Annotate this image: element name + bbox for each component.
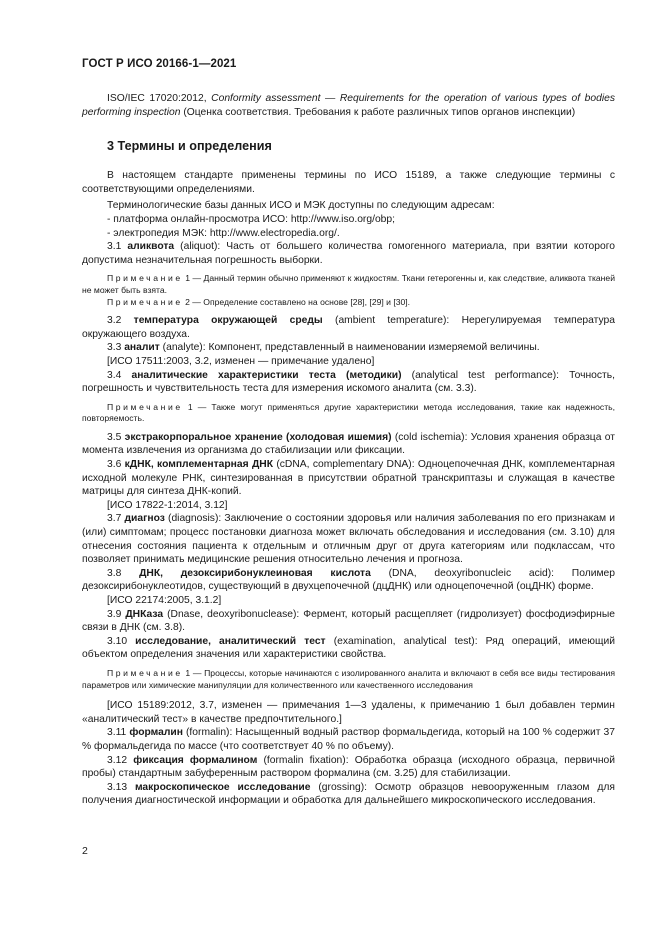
page-number: 2 <box>82 845 88 857</box>
term-number: 3.13 <box>107 781 128 793</box>
note-text: 2 — Определение составлено на основе [28], [29] и [30]. <box>185 296 411 307</box>
term-number: 3.2 <box>107 315 122 327</box>
term-3-2 <box>82 314 615 341</box>
term-definition: (diagnosis): Заключение о состоянии здоровья или наличия заболевания по его признакам и (или) симптомам; процесс постановки диагноза может включать обследования и исследования (см. 3.10) для отнесения состояния пациента к отдельным и отличным друг от друга категориям или подклассам, что позволяет принимать медицинские решения относительно лечения и прогноза. <box>82 513 615 566</box>
term-number: 3.8 <box>107 567 122 579</box>
note-3-1-2 <box>82 297 615 309</box>
term-definition: (grossing): Осмотр образцов невооруженным глазом для получения диагностической информации и обработка для дальнейшего микроскопического исследования. <box>82 781 615 807</box>
note-text: 1 — Процессы, которые начинаются с изолированного аналита и включают в себя все виды тестирования параметров или химические манипуляции для количественного или качественного исследования <box>82 667 616 690</box>
note-text: 1 — Данный термин обычно применяют к жидкостям. Ткани гетерогенны и, как следствие, аликвота тканей не может быть взята. <box>82 273 616 295</box>
term-definition: (cDNA, complementary DNA): Одноцепочечная ДНК, комплементарная исходной молекуле РНК, синтезированная в присутствии обратной транскриптазы и служащая в качестве матрицы для синтеза ДНК-копий. <box>82 459 615 498</box>
term-3-11 <box>82 726 615 753</box>
term-3-1 <box>82 240 615 267</box>
note-label: Примечание <box>107 296 183 307</box>
term-name: диагноз <box>124 513 165 525</box>
term-definition: (DNA, deoxyribonucleic acid): Полимер дезоксирибонуклеотидов, существующий в двухцепочечной (дцДНК) или одноцепочечной (оцДНК) форме. <box>82 567 615 593</box>
note-text: 1 — Также могут применяться другие характеристики метода исследования, такие как надежность, повторяемость. <box>82 401 616 424</box>
intro-iso-link: - платформа онлайн-просмотра ИСО: http://www.iso.org/obp; <box>107 213 395 225</box>
term-3-3 <box>82 341 615 355</box>
reference-code: ISO/IEC 17020:2012, <box>107 93 207 104</box>
term-name: фиксация формалином <box>133 754 258 766</box>
term-definition: (formalin): Насыщенный водный раствор формальдегида, который на 100 % содержит 37 % формальдегида по массе (что соответствует 40 % по объему). <box>82 727 615 752</box>
term-name: исследование, аналитический тест <box>135 635 326 647</box>
reference-title: Conformity assessment — Requirements for the operation of various types of bodies performing inspection <box>82 93 615 118</box>
term-3-13 <box>82 781 615 808</box>
term-3-9 <box>82 608 615 635</box>
term-definition: (Dnase, deoxyribonuclease): Фермент, который расщепляет (гидролизует) фосфодиэфирные связи в ДНК (см. 3.8). <box>82 608 615 634</box>
term-definition: (formalin fixation): Обработка образца (исходного образца, первичной пробы) стандартным забуференным раствором формалина (см. 3.25) для стабилизации. <box>82 754 615 780</box>
term-name: ДНКаза <box>125 608 164 620</box>
term-number: 3.11 <box>107 727 127 739</box>
term-number: 3.6 <box>107 459 122 471</box>
term-name: макроскопическое исследование <box>134 781 311 793</box>
term-3-6-source: [ИСО 17822-1:2014, 3.12] <box>107 499 228 511</box>
term-number: 3.7 <box>107 513 122 525</box>
note-3-1-1 <box>82 273 615 296</box>
term-name: аналитические характеристики теста (методики) <box>131 369 402 381</box>
term-3-4 <box>82 369 615 396</box>
term-number: 3.1 <box>107 241 122 253</box>
term-definition: (aliquot): Часть от большего количества гомогенного материала, при взятии которого допустима незначительная погрешность выборки. <box>82 241 615 266</box>
term-definition: (analytical test performance): Точность, погрешность и чувствительность теста для измерения искомого аналита (см. 3.3). <box>82 369 615 395</box>
reference-iso-17020 <box>82 92 615 119</box>
intro-paragraph: В настоящем стандарте применены термины по ИСО 15189, а также следующие термины с соответствующими определениями. <box>82 170 615 195</box>
term-name: температура окружающей среды <box>133 315 323 327</box>
note-3-4-1 <box>82 402 615 425</box>
term-number: 3.10 <box>107 635 128 647</box>
intro-iec-link: - электропедия МЭК: http://www.electropedia.org/. <box>107 227 340 239</box>
term-name: экстракорпоральное хранение (холодовая ишемия) <box>124 431 392 443</box>
term-3-8-source: [ИСО 22174:2005, 3.1.2] <box>107 595 222 606</box>
term-number: 3.12 <box>107 754 128 766</box>
document-header: ГОСТ Р ИСО 20166-1—2021 <box>82 58 237 70</box>
term-definition: (analyte): Компонент, представленный в наименовании измеряемой величины. <box>162 342 540 354</box>
term-3-5 <box>82 431 615 458</box>
page-content <box>82 90 615 808</box>
section-heading: 3 Термины и определения <box>107 139 272 154</box>
note-label: Примечание <box>107 273 183 284</box>
term-3-6 <box>82 458 615 499</box>
term-number: 3.5 <box>107 431 122 443</box>
term-3-7 <box>82 512 615 566</box>
term-name: аналит <box>124 342 160 354</box>
term-definition: (ambient temperature): Нерегулируемая температура окружающего воздуха. <box>82 315 615 340</box>
term-3-3-source: [ИСО 17511:2003, 3.2, изменен — примечание удалено] <box>107 355 375 367</box>
term-name: кДНК, комплементарная ДНК <box>124 459 274 471</box>
term-number: 3.4 <box>107 369 122 381</box>
note-label: Примечание <box>107 401 183 412</box>
note-3-10-1 <box>82 668 615 691</box>
term-3-10 <box>82 635 615 662</box>
term-name: ДНК, дезоксирибонуклеиновая кислота <box>139 567 371 579</box>
reference-translation: (Оценка соответствия. Требования к работе различных типов органов инспекции) <box>183 106 576 118</box>
term-number: 3.9 <box>107 608 122 620</box>
term-3-12 <box>82 754 615 781</box>
term-3-10-source: [ИСО 15189:2012, 3.7, изменен — примечания 1—3 удалены, к примечанию 1 был добавлен термин «аналитический тест» в качестве предпочтительного.] <box>82 700 615 725</box>
intro-databases: Терминологические базы данных ИСО и МЭК доступны по следующим адресам: <box>107 200 495 212</box>
note-label: Примечание <box>107 667 183 678</box>
term-definition: (cold ischemia): Условия хранения образца от момента извлечения из организма до стабилизации или фиксации. <box>82 431 615 457</box>
term-name: формалин <box>129 727 183 739</box>
term-number: 3.3 <box>107 342 122 354</box>
term-definition: (examination, analytical test): Ряд операций, имеющий объектом определения значения или характеристики свойства. <box>82 635 615 661</box>
term-3-8 <box>82 567 615 594</box>
term-name: аликвота <box>127 241 175 253</box>
